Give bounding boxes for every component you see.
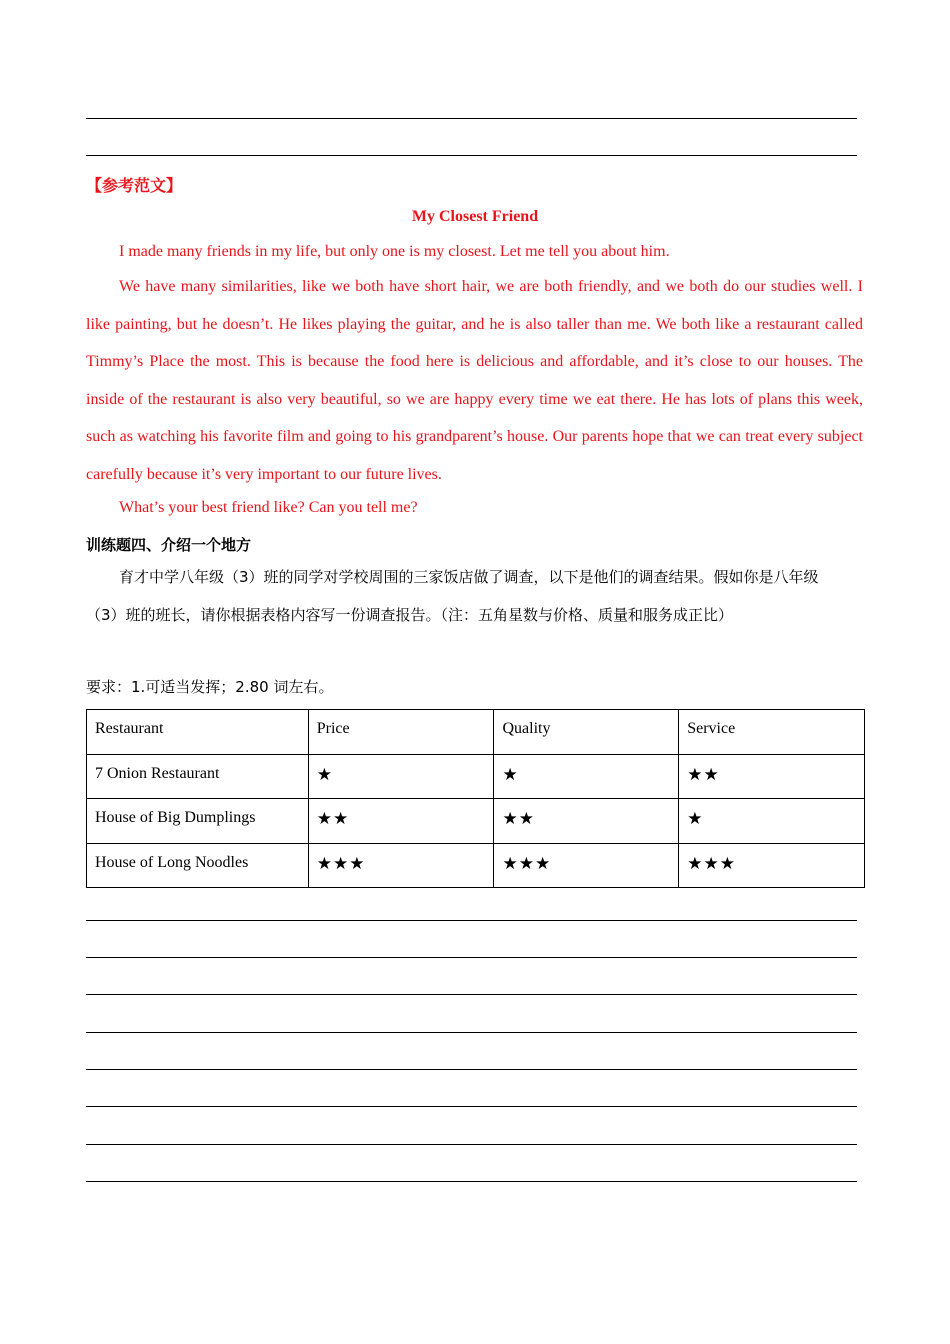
quality-stars: ★★	[494, 799, 679, 844]
essay-paragraph-1: I made many friends in my life, but only one is my closest. Let me tell you about him.	[119, 243, 670, 260]
essay-title: My Closest Friend	[411, 208, 539, 225]
writing-line	[86, 1032, 857, 1033]
price-stars: ★	[308, 754, 494, 799]
header-quality: Quality	[494, 710, 679, 755]
price-stars: ★★★	[308, 843, 494, 888]
writing-line	[86, 118, 857, 119]
writing-line	[86, 920, 857, 921]
table-row	[87, 754, 865, 799]
exercise-title: 训练题四、介绍一个地方	[86, 536, 252, 554]
header-service: Service	[679, 710, 865, 755]
restaurant-name: 7 Onion Restaurant	[87, 754, 309, 799]
quality-stars: ★★★	[494, 843, 679, 888]
restaurant-name: House of Big Dumplings	[87, 799, 309, 844]
exercise-requirements: 要求：1.可适当发挥；2.80 词左右。	[86, 678, 334, 696]
survey-table	[86, 709, 865, 888]
exercise-prompt: 育才中学八年级（3）班的同学对学校周围的三家饭店做了调查，以下是他们的调查结果。假如你是八年级（3）班的班长，请你根据表格内容写一份调查报告。（注：五角星数与价格、质量和服务成正比）	[86, 568, 819, 624]
writing-line	[86, 957, 857, 958]
writing-line	[86, 155, 857, 156]
service-stars: ★	[679, 799, 865, 844]
reference-heading: 【参考范文】	[86, 176, 183, 195]
writing-line	[86, 1106, 857, 1107]
price-stars: ★★	[308, 799, 494, 844]
writing-line	[86, 1144, 857, 1145]
table-row	[87, 799, 865, 844]
writing-line	[86, 1069, 857, 1070]
service-stars: ★★★	[679, 843, 865, 888]
service-stars: ★★	[679, 754, 865, 799]
table-header-row	[87, 710, 865, 755]
header-restaurant: Restaurant	[87, 710, 309, 755]
table-row	[87, 843, 865, 888]
header-price: Price	[308, 710, 494, 755]
writing-line	[86, 1181, 857, 1182]
essay-paragraph-3: What’s your best friend like? Can you tell me?	[119, 499, 418, 516]
essay-paragraph-2: We have many similarities, like we both have short hair, we are both friendly, and we both do our studies well. I like painting, but he doesn’t. He likes playing the guitar, and he is also taller than me. We both like a restaurant called Timmy’s Place the most. This is because the food here is delicious and affordable, and it’s close to our houses. The inside of the restaurant is also very beautiful, so we are happy every time we eat there. He has lots of plans this week, such as watching his favorite film and going to his grandparent’s house. Our parents hope that we can treat every subject carefully because it’s very important to our future lives.	[86, 278, 863, 483]
restaurant-name: House of Long Noodles	[87, 843, 309, 888]
writing-line	[86, 994, 857, 995]
quality-stars: ★	[494, 754, 679, 799]
